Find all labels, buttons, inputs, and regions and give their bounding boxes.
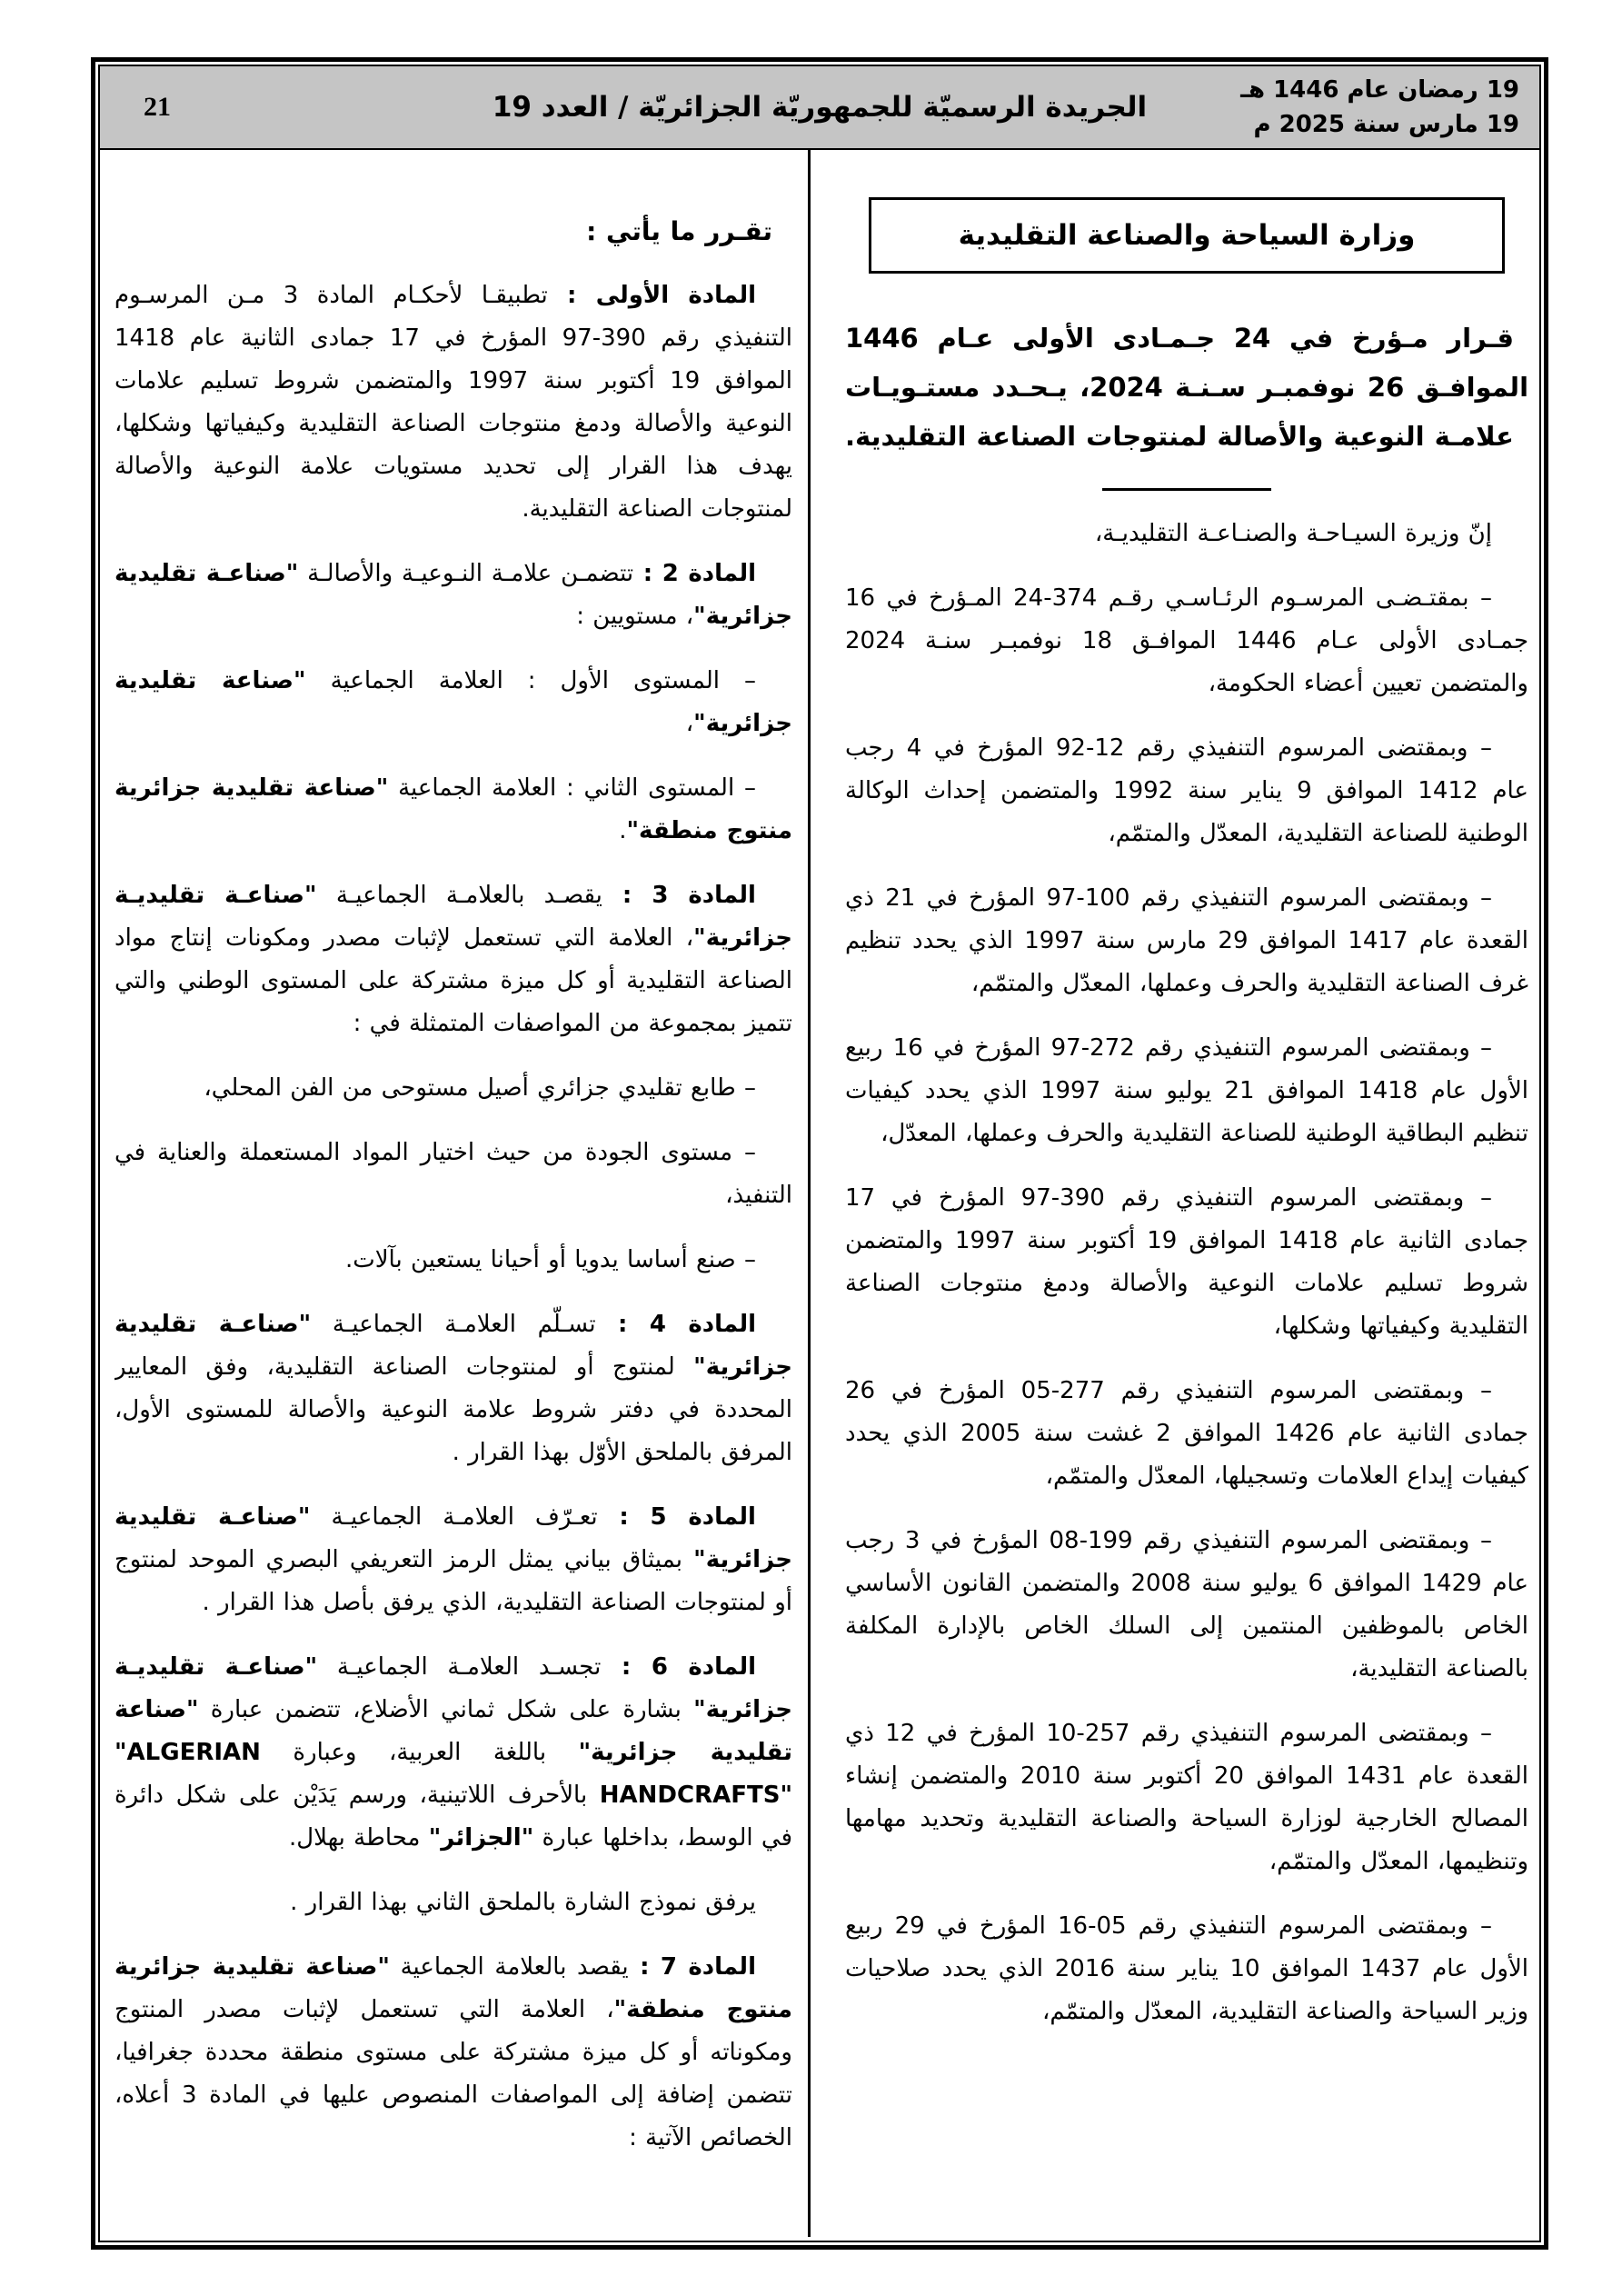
- preamble-paragraphs: [845, 513, 1528, 2033]
- article-paragraph: المادة 7 : يقصد بالعلامة الجماعية "صناعة تقليدية جزائرية منتوج منطقة"، العلامة التي تستعمل لإثبات مصدر المنتوج ومكوناته أو كل ميزة مشتركة على مستوى منطقة محددة جغرافيا، تتضمن إضافة إلى المواصفات المنصوص عليها في المادة 3 أعلاه، الخصائص الآتية :: [114, 1953, 792, 2151]
- page-frame-inner: [98, 65, 1541, 2242]
- visa-paragraph: – وبمقتضى المرسوم التنفيذي رقم 390-97 المؤرخ في 17 جمادى الثانية عام 1418 الموافق 19 أكتوبر سنة 1997 والمتضمن شروط تسليم علامات النوعية والأصالة ودمغ منتوجات الصناعة التقليدية وكيفياتها وشكلها،: [845, 1184, 1528, 1340]
- article-paragraph: المادة 6 : تجسـد العلامـة الجماعيـة "صناعـة تقليديـة جزائرية" بشارة على شكل ثماني الأضلاع، تتضمن عبارة "صناعة تقليدية جزائرية" باللغة العربية، وعبارة "ALGERIAN HANDCRAFTS" بالأحرف اللاتينية، ورسم يَدَيْن على شكل دائرة في الوسط، بداخلها عبارة "الجزائر" محاطة بهلال.: [114, 1653, 792, 1852]
- article-paragraph: المادة الأولى : تطبيقـا لأحكـام المادة 3 مـن المرسـوم التنفيذي رقم 390-97 المؤرخ في 17 جمادى الثانية عام 1418 الموافق 19 أكتوبر سنة 1997 والمتضمن شروط تسليم علامات النوعية والأصالة ودمغ منتوجات الصناعة التقليدية وكيفياتها وشكلها، يهدف هذا القرار إلى تحديد مستويات علامة النوعية والأصالة لمنتوجات الصناعة التقليدية.: [114, 282, 792, 523]
- article-paragraph: المادة 2 : تتضمـن علامـة النـوعيـة والأصالـة "صناعـة تقليدية جزائرية"، مستويين :: [114, 560, 792, 630]
- spec-item: – مستوى الجودة من حيث اختيار المواد المستعملة والعناية في التنفيذ،: [114, 1139, 792, 1209]
- visa-paragraph: – وبمقتضى المرسوم التنفيذي رقم 257-10 المؤرخ في 12 ذي القعدة عام 1431 الموافق 20 أكتوبر سنة 2010 والمتضمن إنشاء المصالح الخارجية لوزارة السياحة والصناعة التقليدية وتحديد مهامها وتنظيمها، المعدّل والمتمّم،: [845, 1720, 1528, 1875]
- level-item: – المستوى الأول : العلامة الجماعية "صناعة تقليدية جزائرية"،: [114, 667, 792, 737]
- visa-paragraph: – وبمقتضى المرسوم التنفيذي رقم 12-92 المؤرخ في 4 رجب عام 1412 الموافق 9 يناير سنة 1992 والمتضمن إحداث الوكالة الوطنية للصناعة التقليدية، المعدّل والمتمّم،: [845, 734, 1528, 847]
- right-column: [845, 150, 1528, 2237]
- hijri-date: 19 رمضان عام 1446 هـ: [1240, 76, 1519, 104]
- visa-paragraph: – وبمقتضى المرسوم التنفيذي رقم 272-97 المؤرخ في 16 ربيع الأول عام 1418 الموافق 21 يوليو سنة 1997 الذي يحدد كيفيات تنظيم البطاقية الوطنية للصناعة التقليدية والحرف وعملها، المعدّل،: [845, 1034, 1528, 1147]
- left-column: [114, 150, 792, 2237]
- articles-paragraphs: [114, 210, 792, 2160]
- page-frame: [91, 57, 1548, 2250]
- ministry-title: وزارة السياحة والصناعة التقليدية: [958, 219, 1416, 252]
- article-paragraph: المادة 4 : تسـلّم العلامـة الجماعيـة "صناعـة تقليدية جزائرية" لمنتوج أو لمنتوجات الصناعة التقليدية، وفق المعايير المحددة في دفتر شروط علامة النوعية والأصالة للمستوى الأول، المرفق بالملحق الأوّل بهذا القرار .: [114, 1311, 792, 1466]
- page-number: 21: [144, 92, 171, 122]
- article-paragraph: المادة 3 : يقصـد بالعلامـة الجماعيـة "صناعـة تقليديـة جزائرية"، العلامة التي تستعمل لإثبات مصدر ومكونات إنتاج مواد الصناعة التقليدية أو كل ميزة مشتركة على المستوى الوطني والتي تتميز بمجموعة من المواصفات المتمثلة في :: [114, 882, 792, 1037]
- page-content: [100, 150, 1539, 2237]
- minister-intro: إنّ وزيرة السيـاحـة والصنـاعـة التقليديـة،: [1094, 520, 1492, 547]
- badge-note: يرفق نموذج الشارة بالملحق الثاني بهذا القرار .: [290, 1889, 756, 1916]
- separator-rule: [1102, 488, 1271, 491]
- gregorian-date: 19 مارس سنة 2025 م: [1253, 111, 1519, 138]
- header-band: [100, 66, 1539, 150]
- level-item: – المستوى الثاني : العلامة الجماعية "صناعة تقليدية جزائرية منتوج منطقة".: [114, 774, 792, 844]
- header-dates: [1240, 73, 1519, 142]
- visa-paragraph: – وبمقتضى المرسوم التنفيذي رقم 277-05 المؤرخ في 26 جمادى الثانية عام 1426 الموافق 2 غشت سنة 2005 الذي يحدد كيفيات إيداع العلامات وتسجيلها، المعدّل والمتمّم،: [845, 1377, 1528, 1490]
- article-paragraph: المادة 5 : تعـرّف العلامـة الجماعيـة "صناعـة تقليدية جزائرية" بميثاق بياني يمثل الرمز التعريفي البصري الموحد لمنتوج أو لمنتوجات الصناعة التقليدية، الذي يرفق بأصل هذا القرار .: [114, 1503, 792, 1616]
- visa-paragraph: – وبمقتضى المرسوم التنفيذي رقم 05-16 المؤرخ في 29 ربيع الأول عام 1437 الموافق 10 يناير سنة 2016 الذي يحدد صلاحيات وزير السياحة والصناعة التقليدية، المعدّل والمتمّم،: [845, 1912, 1528, 2025]
- visa-paragraph: – بمقتـضـى المرسـوم الرئـاسـي رقـم 374-24 المـؤرخ في 16 جمـادى الأولى عـام 1446 الموافـق 18 نوفمبـر سنـة 2024 والمتضمن تعيين أعضاء الحكومة،: [845, 584, 1528, 697]
- visa-paragraph: – وبمقتضى المرسوم التنفيذي رقم 100-97 المؤرخ في 21 ذي القعدة عام 1417 الموافق 29 مارس سنة 1997 الذي يحدد تنظيم غرف الصناعة التقليدية والحرف وعملها، المعدّل والمتمّم،: [845, 884, 1528, 997]
- decision-heading: تقـرر ما يأتي :: [586, 216, 772, 246]
- gazette-title: الجريدة الرسميّة للجمهوريّة الجزائريّة / العدد 19: [492, 91, 1148, 124]
- ministry-title-box: [869, 197, 1505, 274]
- spec-item: – صنع أساسا يدويا أو أحيانا يستعين بآلات.: [344, 1246, 756, 1273]
- decree-title-block: [845, 314, 1528, 461]
- spec-item: – طابع تقليدي جزائري أصيل مستوحى من الفن المحلي،: [204, 1074, 756, 1102]
- visa-paragraph: – وبمقتضى المرسوم التنفيذي رقم 199-08 المؤرخ في 3 رجب عام 1429 الموافق 6 يوليو سنة 2008 والمتضمن القانون الأساسي الخاص بالموظفين المنتمين إلى السلك الخاص بالإدارة المكلفة بالصناعة التقليدية،: [845, 1527, 1528, 1682]
- decree-title: قـرار مـؤرخ في 24 جـمـادى الأولى عـام 1446 الموافـق 26 نوفمبـر سـنـة 2024، يـحـدد مستـويـات علامـة النوعية والأصالة لمنتوجات الصناعة التقليدية.: [845, 323, 1528, 452]
- column-divider: [808, 150, 811, 2237]
